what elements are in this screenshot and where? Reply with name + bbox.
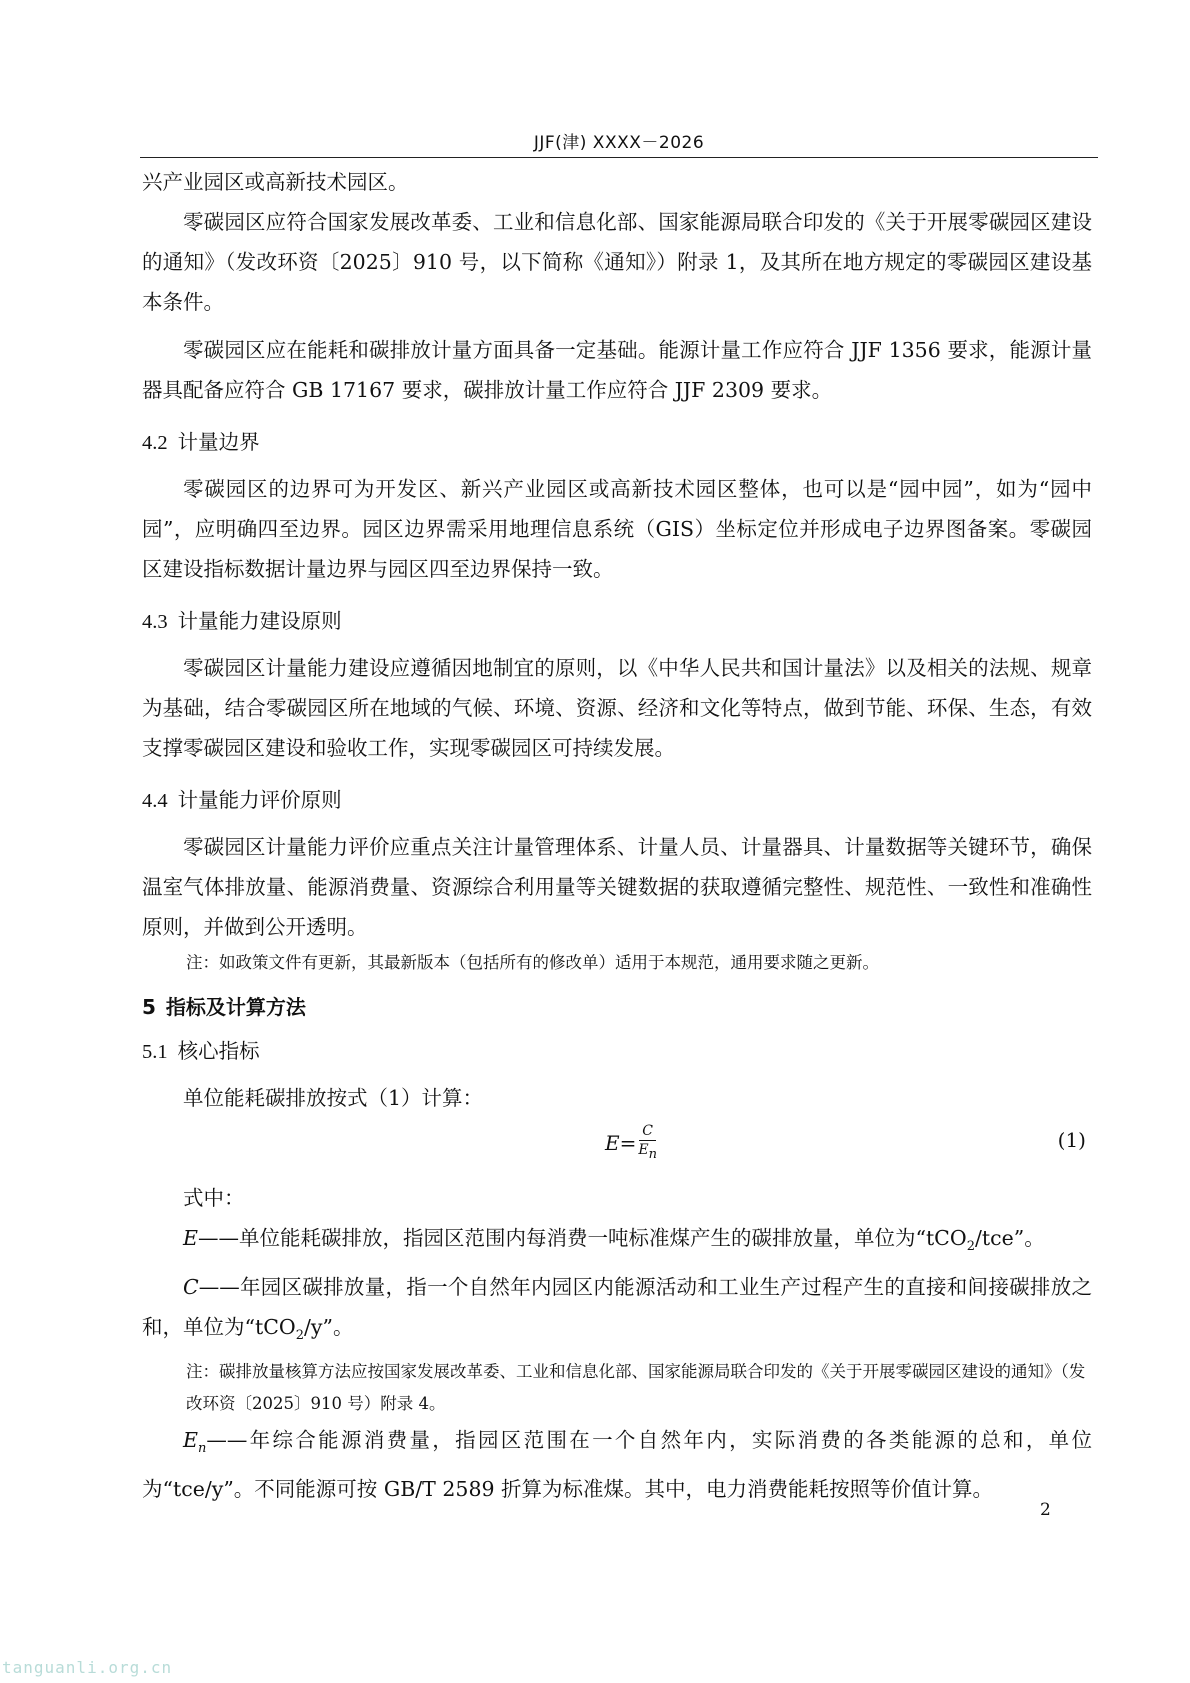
formula-lhs: E= (605, 1130, 637, 1155)
paragraph-evaluation: 零碳园区计量能力评价应重点关注计量管理体系、计量人员、计量器具、计量数据等关键环节，确保温室气体排放量、能源消费量、资源综合利用量等关键数据的获取遵循完整性、规范性、一致性和准确性原则，并做到公开透明。 (142, 835, 1092, 939)
formula-fraction (638, 1122, 657, 1164)
section-heading-4-4 (142, 780, 1092, 821)
paragraph-formula-intro: 单位能耗碳排放按式（1）计算： (183, 1086, 484, 1110)
note-policy-update: 注：如政策文件有更新，其最新版本（包括所有的修改单）适用于本规范，通用要求随之更新。 (186, 953, 879, 972)
header-rule (140, 157, 1098, 158)
symbol-E: E (183, 1226, 198, 1250)
section-title: 计量能力建设原则 (177, 609, 342, 633)
section-number: 4.4 (142, 790, 168, 812)
formula-expression (605, 1122, 657, 1164)
equation-number: (1) (1057, 1128, 1086, 1152)
section-heading-4-3 (142, 601, 1092, 642)
formula-denominator: $E_n$ (638, 1142, 657, 1162)
page-content (142, 162, 1092, 1509)
watermark: tanguanli.org.cn (2, 1658, 173, 1677)
paragraph-capacity-building: 零碳园区计量能力建设应遵循因地制宜的原则，以《中华人民共和国计量法》以及相关的法规、规章为基础，结合零碳园区所在地域的气候、环境、资源、经济和文化等特点，做到节能、环保、生态，有效支撑零碳园区建设和验收工作，实现零碳园区可持续发展。 (142, 656, 1092, 760)
note-accounting-method (142, 1356, 1092, 1420)
formula-1 (142, 1118, 1092, 1178)
section-heading-4-2 (142, 422, 1092, 463)
section-number: 4.3 (142, 611, 168, 633)
section-number: 5 (142, 995, 156, 1019)
symbol-C: C (183, 1275, 199, 1300)
section-title: 核心指标 (177, 1039, 260, 1063)
section-heading-5 (142, 987, 1092, 1027)
paragraph-metering-basis: 零碳园区应在能耗和碳排放计量方面具备一定基础。能源计量工作应符合 JJF 1356 要求，能源计量器具配备应符合 GB 17167 要求，碳排放计量工作应符合 JJF 2309 要求。 (142, 338, 1092, 402)
note-text: 碳排放量核算方法应按国家发展改革委、工业和信息化部、国家能源局联合印发的《关于开展零碳园区建设的通知》（发改环资〔2025〕910 号）附录 4。 (186, 1362, 1086, 1414)
section-title: 计量能力评价原则 (177, 788, 342, 812)
definition-E: E——单位能耗碳排放，指园区范围内每消费一吨标准煤产生的碳排放量，单位为“tCO$_2$/tce”。 (183, 1226, 1045, 1255)
section-number: 4.2 (142, 432, 168, 454)
section-title: 计量边界 (177, 430, 260, 454)
page-number: 2 (1040, 1500, 1051, 1520)
formula-numerator: C (639, 1122, 656, 1141)
definition-En: $E_n——$年综合能源消费量，指园区范围在一个自然年内，实际消费的各类能源的总和，单位为“tce/y”。不同能源可按 GB/T 2589 折算为标准煤。其中，电力消费能耗按照等价值计算。 (142, 1428, 1092, 1502)
running-header: JJF(津) XXXX－2026 (533, 133, 705, 153)
where-label: 式中： (183, 1186, 245, 1210)
symbol-En: $E_n$ (183, 1428, 207, 1457)
definition-C: C——年园区碳排放量，指一个自然年内园区内能源活动和工业生产过程产生的直接和间接碳排放之和，单位为“tCO$_2$/y”。 (142, 1275, 1092, 1344)
section-heading-5-1 (142, 1031, 1092, 1072)
paragraph-continuation: 兴产业园区或高新技术园区。 (142, 170, 409, 194)
paragraph-requirements: 零碳园区应符合国家发展改革委、工业和信息化部、国家能源局联合印发的《关于开展零碳园区建设的通知》（发改环资〔2025〕910 号，以下简称《通知》）附录 1，及其所在地方规定的零碳园区建设基本条件。 (142, 210, 1092, 314)
paragraph-boundary: 零碳园区的边界可为开发区、新兴产业园区或高新技术园区整体，也可以是“园中园”，如为“园中园”，应明确四至边界。园区边界需采用地理信息系统（GIS）坐标定位并形成电子边界图备案。零碳园区建设指标数据计量边界与园区四至边界保持一致。 (142, 477, 1092, 581)
note-label: 注： (186, 1362, 219, 1382)
section-number: 5.1 (142, 1041, 168, 1063)
section-title: 指标及计算方法 (165, 995, 306, 1019)
